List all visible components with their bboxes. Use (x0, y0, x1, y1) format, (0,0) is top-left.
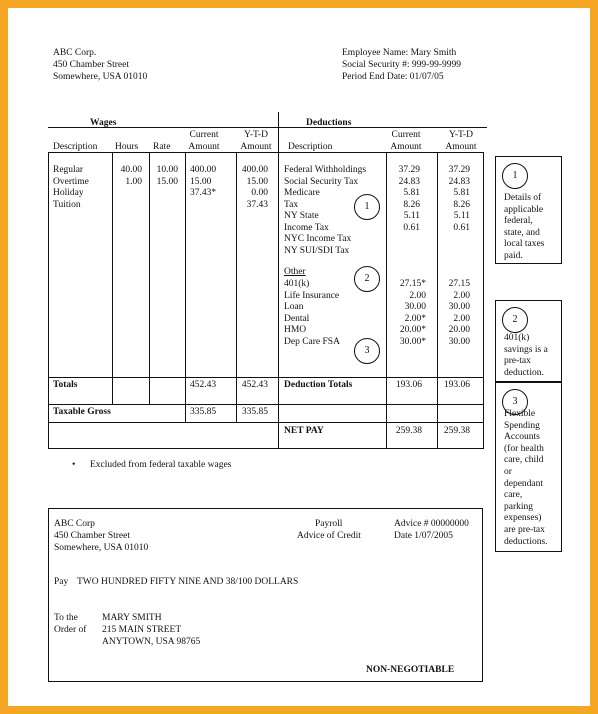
net-pay-current: 259.38 (395, 426, 422, 436)
marker-circle-2: 2 (354, 266, 380, 292)
grid-col-hours (112, 152, 113, 404)
taxable-gross-current: 335.85 (190, 407, 217, 417)
table-cell: 40.00 (120, 165, 142, 175)
table-cell: 2.00 (409, 290, 426, 301)
deduction-totals-current: 193.06 (395, 380, 422, 390)
list-item: NY SUI/SDI Tax (284, 245, 350, 256)
wages-header-hours: Hours (115, 142, 139, 152)
table-cell: 2.00 (453, 313, 470, 324)
wages-header-current: Current Amount (188, 130, 220, 152)
check-city: Somewhere, USA 01010 (54, 543, 149, 553)
list-item: HMO (284, 325, 307, 335)
employer-city: Somewhere, USA 01010 (53, 72, 148, 82)
table-cell: 15.00 (190, 176, 212, 187)
wages-totals-current: 452.43 (190, 380, 217, 390)
check-payee-city: ANYTOWN, USA 98765 (102, 637, 201, 647)
taxable-gross-ytd: 335.85 (241, 407, 268, 417)
list-item: Income Tax (284, 222, 329, 233)
table-cell: 0.61 (403, 222, 420, 233)
wages-ytd-column (236, 165, 268, 211)
note-box-2 (495, 300, 562, 382)
table-row: Regular (53, 165, 84, 175)
pay-stub-page (8, 8, 590, 706)
list-item: Social Security Tax (284, 176, 359, 187)
grid-col-rate (149, 152, 150, 404)
check-pay-label: Pay (54, 577, 69, 587)
list-item: Tax (284, 199, 299, 210)
table-cell: 37.29 (398, 165, 420, 175)
table-cell: 5.81 (403, 188, 420, 198)
other-deductions-label: Other (284, 267, 306, 277)
list-item: NYC Income Tax (284, 234, 352, 244)
table-row: Overtime (53, 176, 89, 187)
note-text-1: Details of applicable federal, state, and local taxes paid. (504, 193, 545, 261)
deduction-totals-ytd: 193.06 (443, 380, 470, 390)
table-cell: 20.00 (448, 325, 470, 335)
table-cell: 400.00 (190, 165, 217, 175)
list-item: Medicare (284, 188, 320, 198)
deduction-other-ytd (437, 279, 470, 348)
wages-current-column (190, 165, 234, 200)
deduction-totals-label: Deduction Totals (284, 380, 353, 390)
list-item: Federal Withholdings (284, 165, 367, 175)
check-payroll: Payroll (315, 519, 343, 529)
list-item: NY State (284, 211, 319, 221)
wages-totals-label: Totals (53, 380, 78, 390)
wages-header-rate: Rate (153, 142, 171, 152)
totals-bottom-rule (48, 404, 483, 405)
table-cell: 8.26 (453, 199, 470, 210)
list-item: Dep Care FSA (284, 336, 340, 347)
check-advice-number: Advice # 00000000 (394, 519, 469, 529)
wages-description-column (53, 165, 89, 211)
net-pay-label: NET PAY (284, 426, 324, 436)
check-advice-of-credit: Advice of Credit (297, 531, 361, 541)
table-cell: 5.11 (403, 211, 420, 221)
marker-circle-1: 1 (354, 194, 380, 220)
table-cell: 2.00* (404, 313, 426, 324)
netpay-bottom-rule (48, 448, 483, 449)
note-circle-1: 1 (502, 163, 528, 189)
marker-circle-3: 3 (354, 338, 380, 364)
employer-name: ABC Corp. (53, 48, 97, 58)
table-cell: 37.43* (190, 188, 217, 198)
list-item: Life Insurance (284, 290, 340, 301)
employer-street: 450 Chamber Street (53, 60, 129, 70)
grid-right-edge (483, 152, 484, 449)
table-cell: 1.00 (125, 176, 142, 187)
deductions-title: Deductions (306, 118, 352, 128)
deductions-header-description: Description (288, 142, 333, 152)
deductions-header-ytd: Y-T-D Amount (445, 130, 477, 152)
check-company: ABC Corp (54, 519, 95, 529)
wages-title: Wages (90, 118, 117, 128)
check-to-the: To the (54, 613, 78, 623)
list-item: Loan (284, 302, 304, 312)
table-cell: 24.83 (398, 176, 420, 187)
deduction-tax-current (386, 165, 420, 234)
net-pay-ytd: 259.38 (443, 426, 470, 436)
table-cell: 5.81 (453, 188, 470, 198)
employee-ssn: Social Security #: 999-99-9999 (342, 60, 461, 70)
taxable-gross-label: Taxable Gross (53, 407, 111, 417)
table-cell: 0.00 (251, 188, 268, 198)
table-cell: 37.29 (448, 165, 470, 175)
period-end-date: Period End Date: 01/07/05 (342, 72, 444, 82)
list-item: Dental (284, 313, 310, 324)
table-cell: 0.61 (453, 222, 470, 233)
check-order-of: Order of (54, 625, 87, 635)
employee-name: Employee Name: Mary Smith (342, 48, 457, 58)
deductions-header-current: Current Amount (390, 130, 422, 152)
table-row: Tuition (53, 199, 81, 210)
table-row: Holiday (53, 188, 84, 198)
table-cell: 8.26 (403, 199, 420, 210)
table-cell: 27.15 (448, 279, 470, 289)
wages-header-ytd: Y-T-D Amount (240, 130, 272, 152)
deduction-tax-ytd (437, 165, 470, 234)
footnote-bullet: • (72, 460, 76, 470)
totals-top-rule (48, 377, 483, 378)
table-cell: 30.00* (399, 336, 426, 347)
check-date: Date 1/07/2005 (394, 531, 453, 541)
table-cell: 37.43 (246, 199, 268, 210)
table-cell: 15.00 (246, 176, 268, 187)
deduction-other-descriptions (284, 279, 340, 348)
note-text-3: Flexible Spending Accounts (for health care, child or dependant care, parking expenses) are pre-tax deductions. (504, 409, 548, 547)
table-cell: 10.00 (156, 165, 178, 175)
check-pay-amount: TWO HUNDRED FIFTY NINE AND 38/100 DOLLARS (77, 577, 299, 587)
table-cell: 15.00 (156, 176, 178, 187)
footnote-text: Excluded from federal taxable wages (90, 460, 232, 470)
table-cell: 5.11 (453, 211, 470, 221)
taxable-bottom-rule (48, 422, 483, 423)
body-top-rule (48, 152, 483, 153)
check-payee-street: 215 MAIN STREET (102, 625, 182, 635)
note-circle-3: 3 (502, 389, 528, 415)
grid-col-current (185, 152, 186, 423)
table-cell: 2.00 (453, 290, 470, 301)
table-cell: 27.15* (399, 279, 426, 289)
wages-deductions-divider (278, 112, 279, 449)
wages-rate-column (149, 165, 178, 188)
deduction-other-current (386, 279, 426, 348)
check-payee-name: MARY SMITH (102, 613, 162, 623)
note-box-3 (495, 382, 562, 552)
advice-of-credit-check (48, 508, 483, 682)
wages-totals-ytd: 452.43 (241, 380, 268, 390)
note-text-2: 401(k) savings is a pre-tax deduction. (504, 333, 548, 378)
table-cell: 400.00 (241, 165, 268, 175)
table-cell: 30.00 (404, 302, 426, 312)
check-non-negotiable: NON-NEGOTIABLE (366, 665, 455, 675)
list-item: 401(k) (284, 279, 310, 289)
check-street: 450 Chamber Street (54, 531, 130, 541)
table-cell: 20.00* (399, 325, 426, 335)
wages-header-description: Description (53, 142, 98, 152)
note-box-1 (495, 156, 562, 264)
wages-hours-column (112, 165, 142, 188)
note-circle-2: 2 (502, 307, 528, 333)
table-cell: 30.00 (448, 336, 470, 347)
table-cell: 24.83 (448, 176, 470, 187)
table-cell: 30.00 (448, 302, 470, 312)
